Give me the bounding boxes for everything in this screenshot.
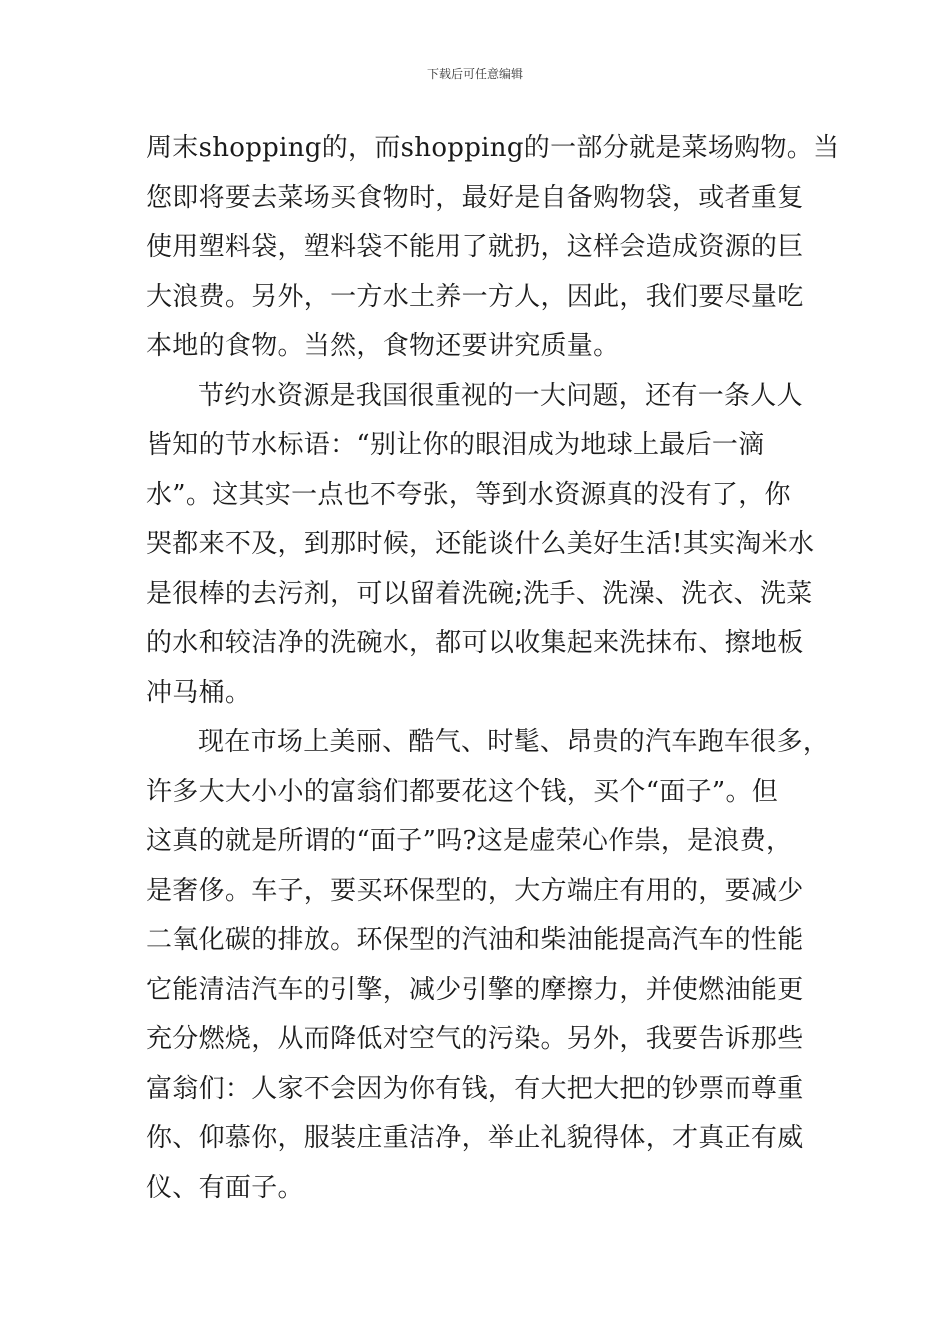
text-line: 哭都来不及，到那时候，还能谈什么美好生活!其实淘米水 (146, 529, 815, 559)
text-line: 周末shopping的，而shopping的一部分就是菜场购物。当 (146, 133, 840, 163)
text-line: 这真的就是所谓的“面子”吗?这是虚荣心作祟，是浪费， (146, 826, 793, 856)
text-line: 是很棒的去污剂，可以留着洗碗;洗手、洗澡、洗衣、洗菜 (146, 578, 813, 609)
text-line: 它能清洁汽车的引擎，减少引擎的摩擦力，并使燃油能更 (146, 974, 804, 1005)
text-line: 是奢侈。车子，要买环保型的，大方端庄有用的，要减少 (146, 875, 804, 906)
text-line: 水”。这其实一点也不夸张，等到水资源真的没有了，你 (146, 479, 791, 510)
paragraph-water (146, 372, 826, 719)
text-line: 你、仰慕你，服装庄重洁净，举止礼貌得体，才真正有威 (146, 1123, 804, 1153)
text-line: 充分燃烧，从而降低对空气的污染。另外，我要告诉那些 (146, 1024, 804, 1054)
page-header: 下载后可任意编辑 (426, 67, 523, 81)
text-line: 本地的食物。当然，食物还要讲究质量。 (146, 331, 620, 361)
paragraph-shopping (146, 124, 840, 372)
text-line: 大浪费。另外，一方水土养一方人，因此，我们要尽量吃 (146, 281, 804, 312)
document-body (146, 124, 840, 1213)
text-line: 冲马桶。 (146, 677, 252, 708)
text-line: 富翁们：人家不会因为你有钱，有大把大把的钞票而尊重 (146, 1073, 804, 1104)
text-line: 二氧化碳的排放。环保型的汽油和柴油能提高汽车的性能 (146, 925, 804, 955)
text-line: 皆知的节水标语：“别让你的眼泪成为地球上最后一滴 (146, 430, 765, 460)
paragraph-cars (146, 718, 830, 1213)
text-line: 的水和较洁净的洗碗水，都可以收集起来洗抹布、擦地板 (146, 628, 804, 658)
text-line: 现在市场上美丽、酷气、时髦、昂贵的汽车跑车很多， (198, 727, 830, 757)
text-line: 您即将要去菜场买食物时，最好是自备购物袋，或者重复 (146, 182, 804, 213)
text-line: 节约水资源是我国很重视的一大问题，还有一条人人 (198, 380, 803, 411)
text-line: 使用塑料袋，塑料袋不能用了就扔，这样会造成资源的巨 (146, 232, 804, 262)
text-line: 仪、有面子。 (146, 1172, 304, 1203)
text-line: 许多大大小小的富翁们都要花这个钱，买个“面子”。但 (146, 776, 779, 807)
